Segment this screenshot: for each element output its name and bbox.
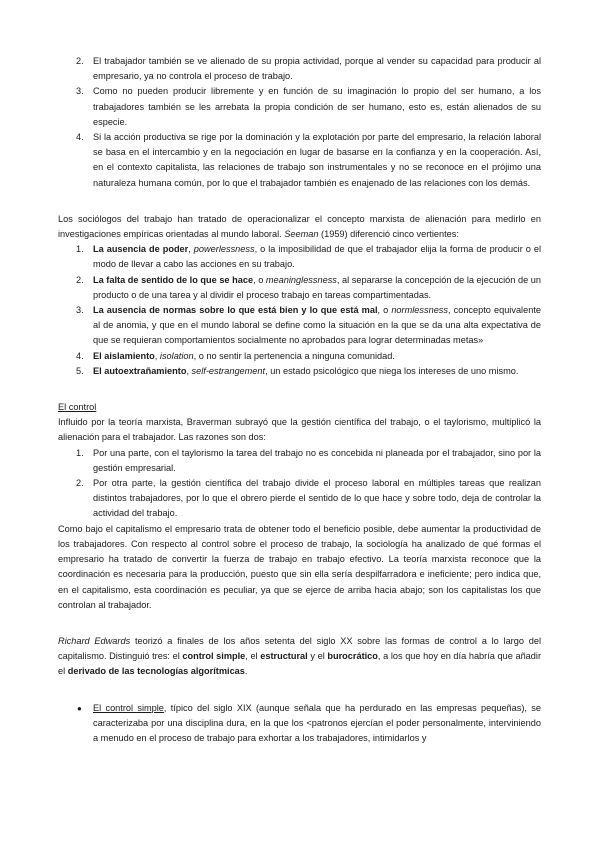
bullet-icon: ●: [77, 703, 82, 713]
paragraph-capitalism: Como bajo el capitalismo el empresario trata de obtener todo el beneficio posible, debe aumentar la productividad de los trabajadores. Con respecto al control sobre el proceso de trabajo, la sociología ha analizado de qué formas el empresario ha tratado de convertir la fuerza de trabajo en trabajo efectivo. La teoría marxista reconoce que la coordinación es necesaria para la producción, puesto que sin ella sería despilfarradora e ineficiente; pero indica que, en el capitalismo, esta coordinación es peculiar, ya que se ejerce de arriba hacia abajo; son los capitalistas los que controlan al trabajador.: [58, 523, 541, 610]
alienation-list: [58, 54, 541, 191]
list-item: 3. La ausencia de normas sobre lo que está bien y lo que está mal, o normlessness, concepto equivalente al de anomia, y que en el mundo laboral se define como la situación en la que se da una alta expectativa de que se requieran comportamientos socialmente no aprobados para lograr determinadas metas»: [76, 305, 541, 346]
list-item: 2. El trabajador también se ve alienado de su propia actividad, porque al vender su capacidad para producir al empresario, ya no controla el proceso de trabajo.: [76, 56, 541, 82]
braverman-list: [58, 446, 541, 522]
list-item: 3. Como no pueden producir libremente y en función de su imaginación lo propio del ser humano, a los trabajadores también se les arrebata la propia condición de ser humano, esto es, están alienados de su especie.: [76, 86, 541, 127]
list-item: 1. Por una parte, con el taylorismo la tarea del trabajo no es concebida ni planeada por el trabajador, sino por la gestión empresarial.: [76, 447, 541, 473]
list-item: 2. Por otra parte, la gestión científica del trabajo divide el proceso laboral en múltiples tareas que realizan distintos trabajadores, por lo que el obrero pierde el sentido de lo que hace y sobre todo, deja de controlar la actividad del trabajo.: [76, 478, 541, 519]
list-item: 1. La ausencia de poder, powerlessness, o la imposibilidad de que el trabajador elija la forma de producir o el modo de llevar a cabo las acciones en su trabajo.: [76, 244, 541, 270]
paragraph-seeman: Los sociólogos del trabajo han tratado de operacionalizar el concepto marxista de alienación para medirlo en investigaciones empíricas orientadas al mundo laboral. Seeman (1959) diferenció cinco vertientes:: [58, 213, 541, 240]
paragraph-braverman: Influido por la teoría marxista, Braverman subrayó que la gestión científica del trabajo, o el taylorismo, multiplicó la alienación para el trabajador. Las razones son dos:: [58, 417, 541, 443]
bullet-item: ● El control simple, típico del siglo XIX (aunque señala que ha perdurado en las empresas pequeñas), se caracterizaba por una disciplina dura, en la que los <patronos ejercían el poder personalmente, interviniendo a menudo en el proceso de trabajo para exhortar a los trabajadores, intimidarlos y: [77, 702, 541, 743]
list-item: 5. El autoextrañamiento, self-estrangement, un estado psicológico que niega los intereses de uno mismo.: [76, 365, 519, 376]
page-content: [58, 54, 541, 746]
seeman-list: [58, 242, 541, 379]
paragraph-edwards: Richard Edwards teorizó a finales de los años setenta del siglo XX sobre las formas de control a lo largo del capitalismo. Distinguió tres: el control simple, el estructural y el burocrático, a los que hoy en día habría que añadir el derivado de las tecnologías algorítmicas.: [58, 635, 542, 677]
section-heading-control: El control: [58, 402, 97, 413]
list-item: 4. El aislamiento, isolation, o no sentir la pertenencia a ninguna comunidad.: [76, 350, 395, 361]
list-item: 4. Si la acción productiva se rige por la dominación y la explotación por parte del empresario, la relación laboral se basa en el intercambio y en la negociación en lugar de basarse en la confianza y en la cooperación. Así, en el contexto capitalista, las relaciones de trabajo son instrumentales y no se reconoce en el prójimo una naturaleza humana común, por lo que el trabajador también es enajenado de las relaciones con los demás.: [76, 132, 541, 188]
list-item: 2. La falta de sentido de lo que se hace, o meaninglessness, al separarse la concepción de la ejecución de un producto o de una tarea y al dividir el proceso trabajo en tareas compartimentadas.: [76, 274, 541, 300]
